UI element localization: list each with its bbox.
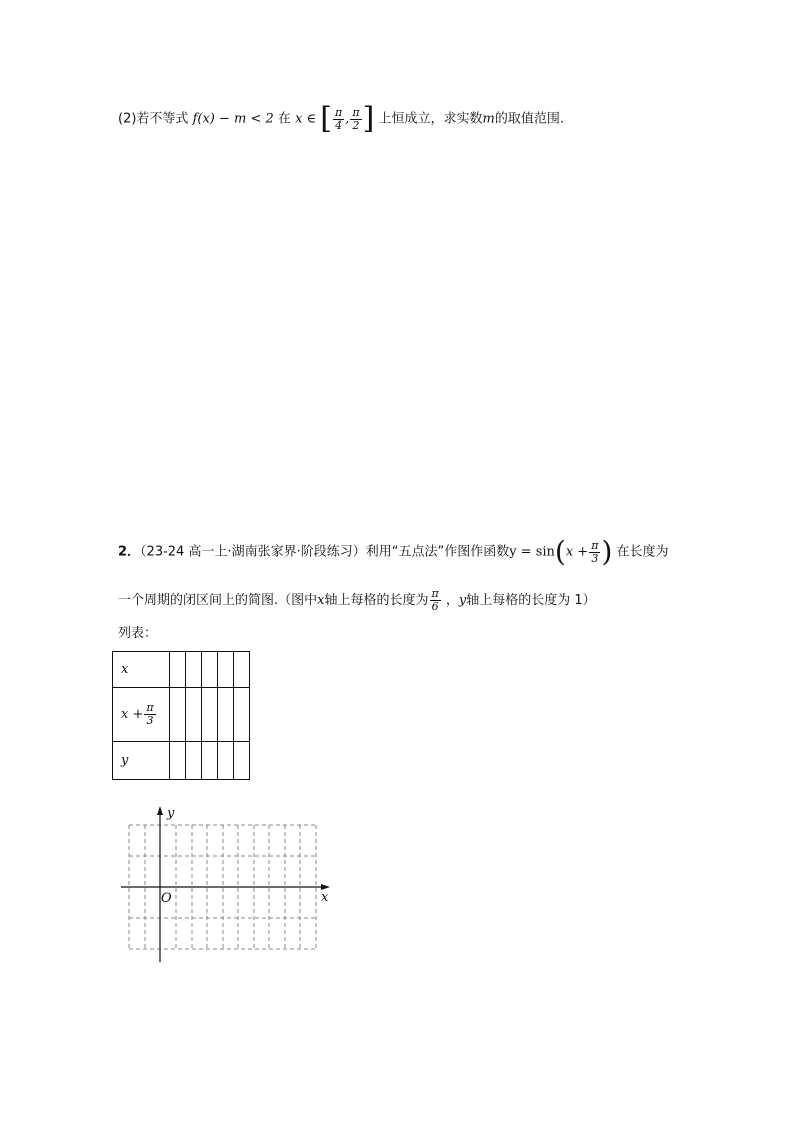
x-axis-label: x [321,890,329,905]
table-title: 列表： [118,626,158,641]
table-cell [170,688,186,742]
q2-line2-y: y [458,593,467,608]
q2-func: y = sin [509,544,555,560]
q2-frac-pi-3: $\frac{\pi}{3}$ [591,538,599,565]
q1-left-bracket: [ [320,101,333,136]
q2-line2-a: 一个周期的闭区间上的简图.（图中 [118,593,318,608]
row-label-x-plus: x + $\frac{\pi}{3}$ [113,688,170,742]
table-cell [218,688,234,742]
q2-source: （23-24 高一上·湖南张家界·阶段练习）利用“五点法”作图作函数 [140,544,510,560]
q1-m-var: m [482,111,495,127]
q1-var: x ∈ [295,111,317,127]
table-cell [234,742,250,780]
row-label-y: y [113,742,170,780]
q2-frac-pi-6: $\frac{\pi}{6}$ [431,587,439,613]
table-cell [218,652,234,688]
table-cell [202,688,218,742]
table-row-y [113,742,250,780]
table-cell [186,688,202,742]
five-point-table [112,651,250,780]
table-cell [186,742,202,780]
y-axis-label: y [167,806,175,821]
q1-part-label: (2)若不等式 [118,111,189,127]
q2-arg-x: x + [565,544,589,560]
table-row-x-plus [113,688,250,742]
table-row-x [113,652,250,688]
q1-inequality: f(x) − m < 2 [192,111,274,127]
q1-sep: , [345,111,350,127]
table-cell [202,742,218,780]
origin-label: O [161,891,172,906]
q1-right-bracket: ] [362,101,375,136]
q2-line2-x: x [317,593,325,608]
table-cell [202,652,218,688]
q1-in-text: 在 [277,111,291,127]
coordinate-grid [110,800,350,970]
q2-line1 [118,535,669,568]
q1-line [118,101,564,136]
table-cell [186,652,202,688]
q2-line2-d: 轴上每格的长度为 1） [466,593,596,608]
row-label-x: x [113,652,170,688]
table-cell [218,742,234,780]
table-cell [170,742,186,780]
q1-tail2: 的取值范围. [494,111,564,127]
q2-line2-c: ， [445,593,459,608]
q1-tail: 上恒成立，求实数 [378,111,483,127]
q2-after-func: 在长度为 [616,544,669,560]
q2-number: 2． [118,544,141,560]
axes [121,806,330,962]
q2-rparen: ) [601,535,613,568]
q2-lparen: ( [554,535,566,568]
q1-frac-pi-4: $\frac{\pi}{4}$ [335,105,343,132]
q2-line2 [118,588,596,613]
table-cell [170,652,186,688]
table-cell [234,688,250,742]
q2-line2-b: 轴上每格的长度为 [324,593,429,608]
q1-frac-pi-2: $\frac{\pi}{2}$ [352,105,360,132]
table-cell [234,652,250,688]
